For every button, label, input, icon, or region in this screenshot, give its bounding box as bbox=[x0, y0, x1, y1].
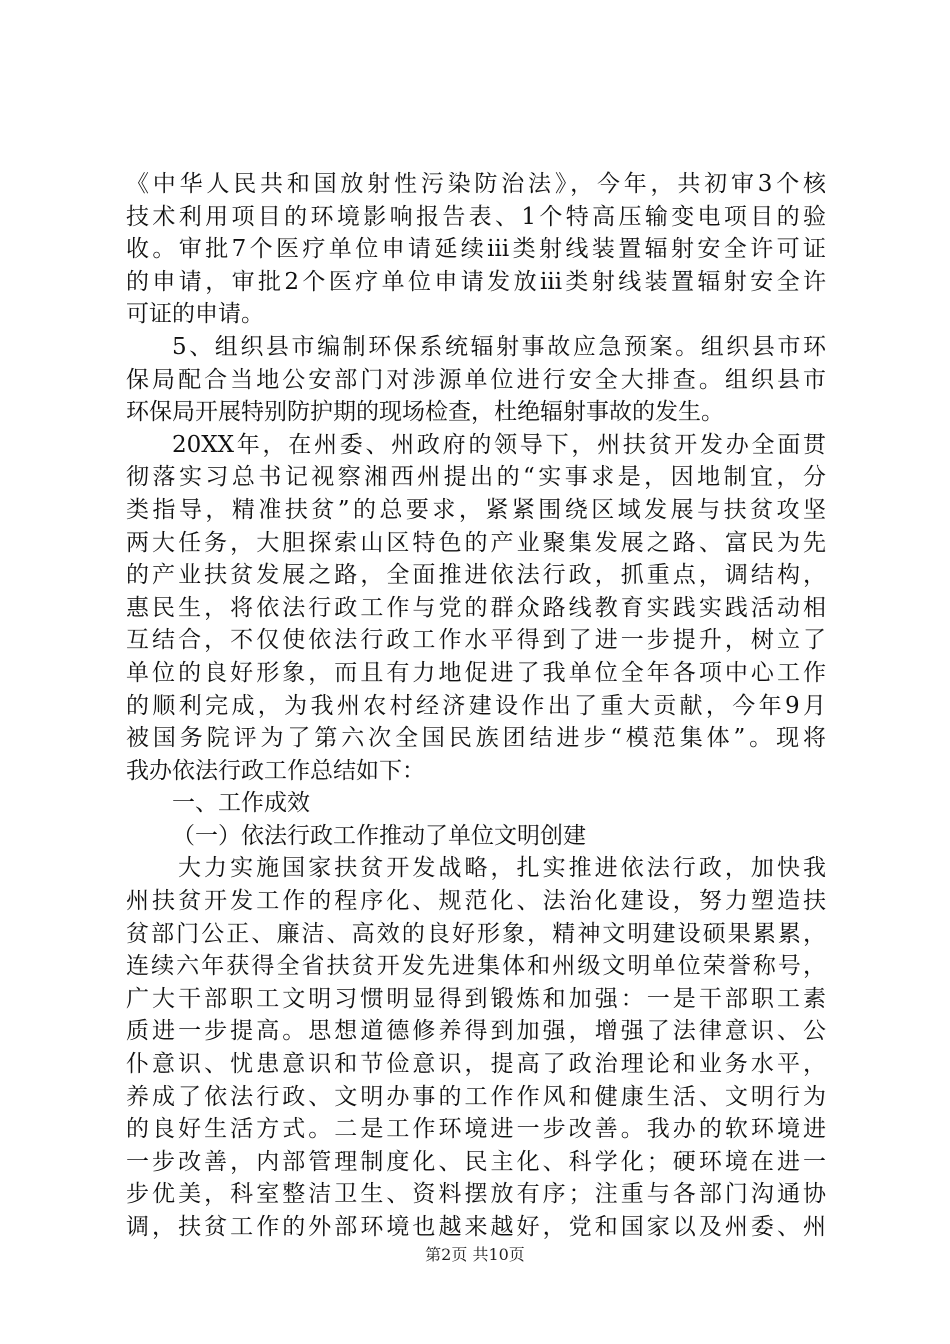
text-line: 步优美，科室整洁卫生、资料摆放有序；注重与各部门沟通协 bbox=[126, 1181, 826, 1208]
text-line: 惠民生，将依法行政工作与党的群众路线教育实践实践活动相 bbox=[126, 594, 826, 621]
paragraph-start-line: 20XX年，在州委、州政府的领导下，州扶贫开发办全面贯 bbox=[172, 431, 826, 458]
text-line: 收。审批7个医疗单位申请延续ⅲ类射线装置辐射安全许可证 bbox=[126, 236, 826, 263]
text-line: 类指导，精准扶贫”的总要求，紧紧围绕区域发展与扶贫攻坚 bbox=[126, 496, 826, 523]
text-line: 两大任务，大胆探索山区特色的产业聚集发展之路、富民为先 bbox=[126, 529, 826, 556]
text-line: 养成了依法行政、文明办事的工作作风和健康生活、文明行为 bbox=[126, 1083, 826, 1110]
section-heading: 一、工作成效 bbox=[172, 790, 310, 817]
page-number: 第2页 共10页 bbox=[425, 1245, 525, 1264]
text-line: 单位的良好形象，而且有力地促进了我单位全年各项中心工作 bbox=[126, 659, 826, 686]
text-line: 的申请，审批2个医疗单位申请发放ⅲ类射线装置辐射安全许 bbox=[126, 268, 826, 295]
text-line: 被国务院评为了第六次全国民族团结进步“模范集体”。现将 bbox=[126, 725, 826, 752]
text-line: 仆意识、忧患意识和节俭意识，提高了政治理论和业务水平， bbox=[126, 1051, 826, 1078]
text-line: 我办依法行政工作总结如下： bbox=[126, 757, 425, 784]
text-line: 连续六年获得全省扶贫开发先进集体和州级文明单位荣誉称号， bbox=[126, 953, 826, 980]
text-line: 彻落实习总书记视察湘西州提出的“实事求是，因地制宜，分 bbox=[126, 464, 826, 491]
text-line: 环保局开展特别防护期的现场检查，杜绝辐射事故的发生。 bbox=[126, 399, 724, 426]
text-line: 的顺利完成，为我州农村经济建设作出了重大贡献，今年9月 bbox=[126, 692, 826, 719]
text-line: 州扶贫开发工作的程序化、规范化、法治化建设，努力塑造扶 bbox=[126, 888, 826, 915]
text-line: 互结合，不仅使依法行政工作水平得到了进一步提升，树立了 bbox=[126, 627, 826, 654]
text-line: 一步改善，内部管理制度化、民主化、科学化；硬环境在进一 bbox=[126, 1148, 826, 1175]
subsection-heading: （一）依法行政工作推动了单位文明创建 bbox=[172, 822, 586, 849]
text-line: 调，扶贫工作的外部环境也越来越好，党和国家以及州委、州 bbox=[126, 1214, 826, 1240]
text-line: 保局配合当地公安部门对涉源单位进行安全大排查。组织县市 bbox=[126, 366, 826, 393]
paragraph-start-line: 5、组织县市编制环保系统辐射事故应急预案。组织县市环 bbox=[172, 333, 826, 360]
document-body bbox=[126, 168, 826, 1244]
text-line: 的良好生活方式。二是工作环境进一步改善。我办的软环境进 bbox=[126, 1116, 826, 1143]
text-line: 贫部门公正、廉洁、高效的良好形象，精神文明建设硕果累累， bbox=[126, 920, 826, 947]
paragraph-start-line: 大力实施国家扶贫开发战略，扎实推进依法行政，加快我 bbox=[178, 855, 826, 882]
text-line: 可证的申请。 bbox=[126, 301, 264, 328]
text-line: 的产业扶贫发展之路，全面推进依法行政，抓重点，调结构， bbox=[126, 562, 826, 589]
text-line: 技术利用项目的环境影响报告表、1个特高压输变电项目的验 bbox=[126, 203, 826, 230]
text-line: 广大干部职工文明习惯明显得到锻炼和加强：一是干部职工素 bbox=[126, 985, 826, 1012]
text-line: 质进一步提高。思想道德修养得到加强，增强了法律意识、公 bbox=[126, 1018, 826, 1045]
text-line: 《中华人民共和国放射性污染防治法》，今年，共初审3个核 bbox=[126, 171, 826, 197]
